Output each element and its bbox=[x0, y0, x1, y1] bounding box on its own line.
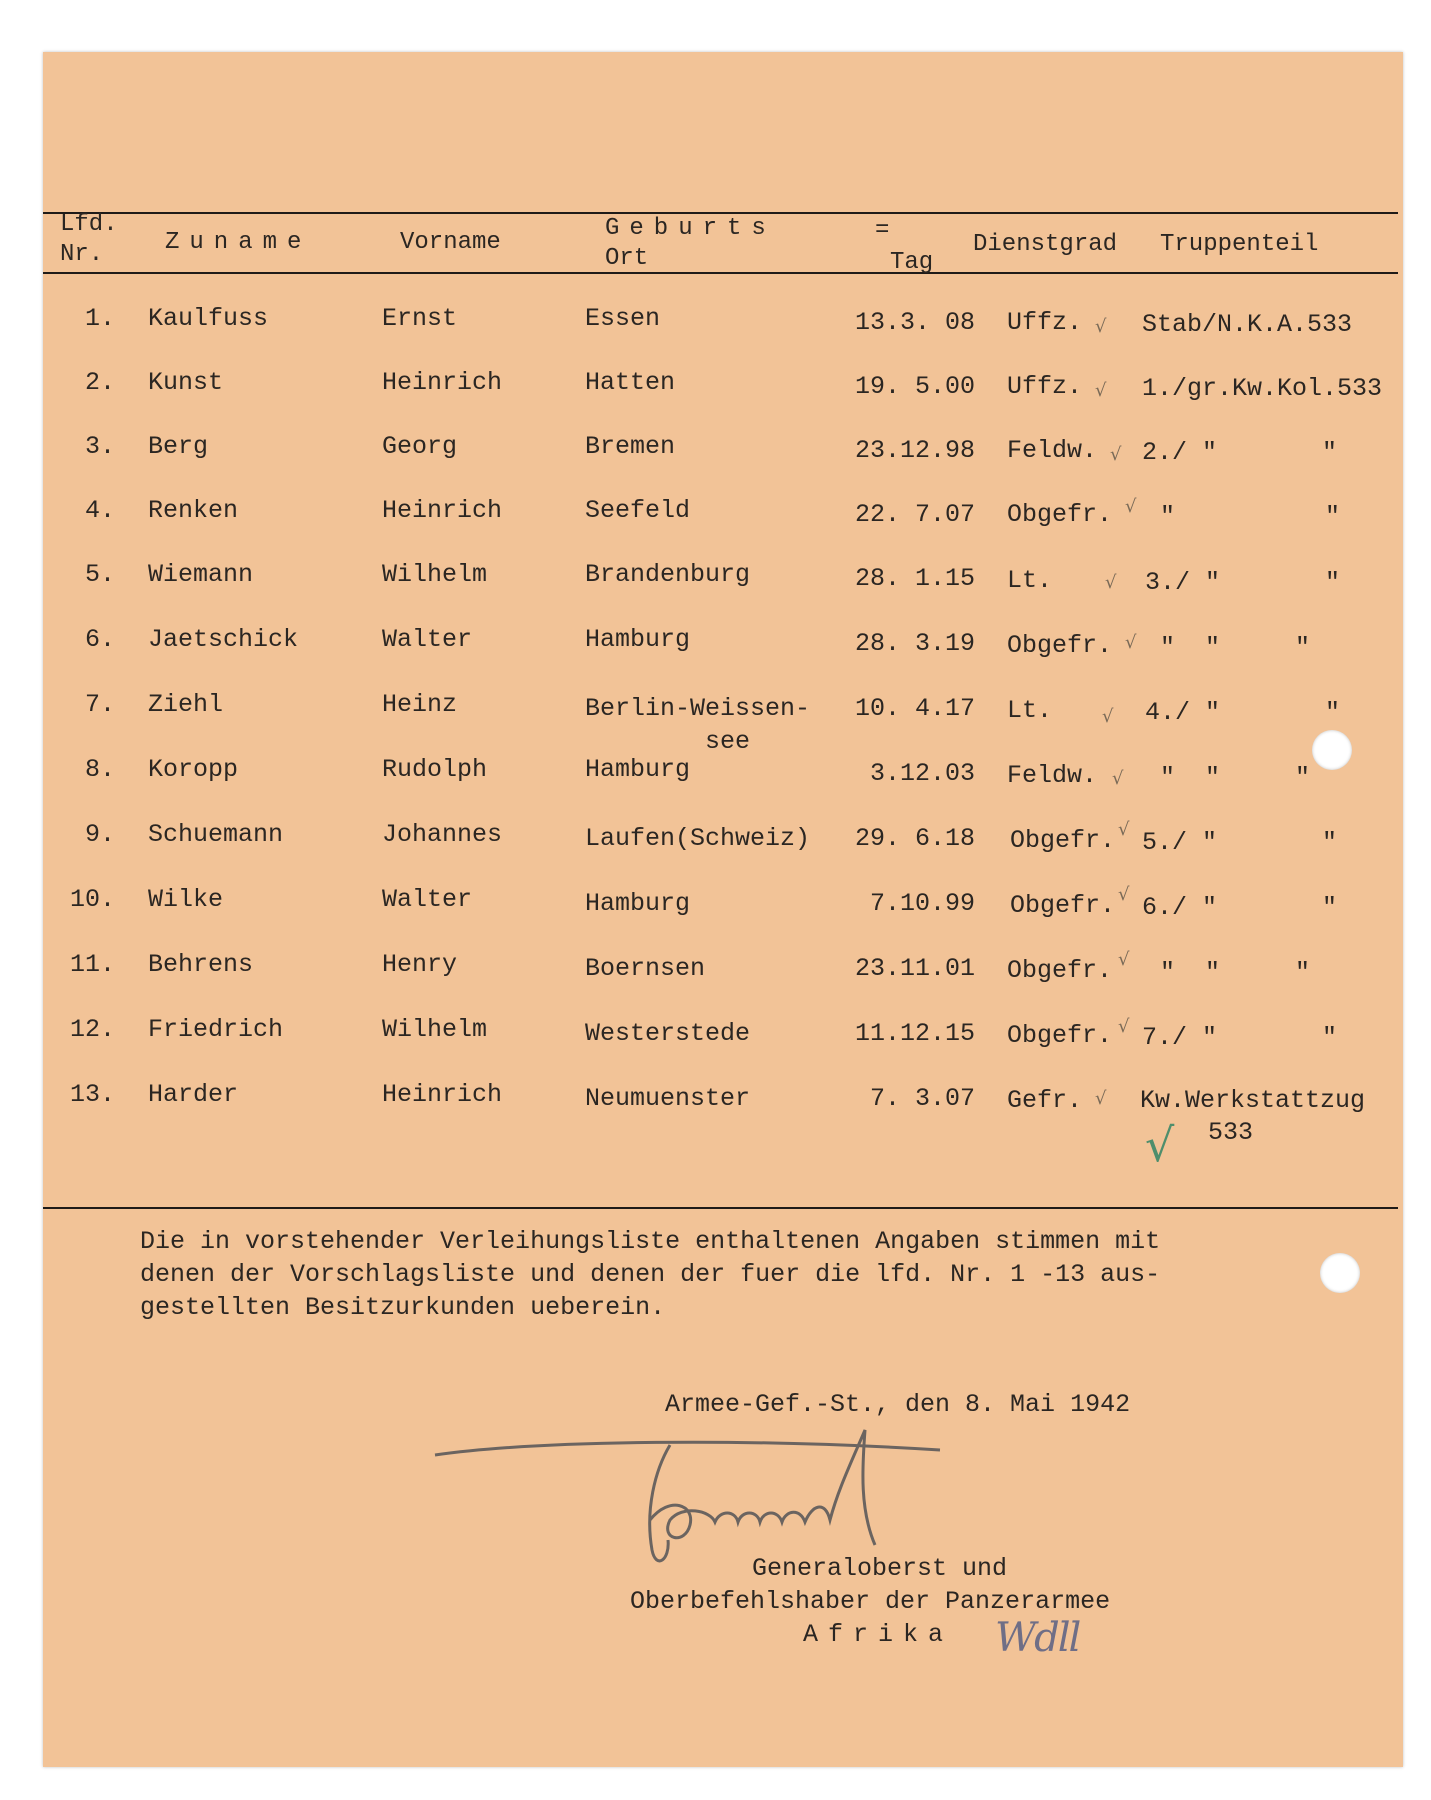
row-ort: Hatten bbox=[585, 368, 676, 397]
row-nr: 9. bbox=[84, 820, 115, 849]
signer-title-line3: Afrika bbox=[803, 1620, 954, 1649]
row-tag: 13.3. 08 bbox=[854, 308, 975, 337]
row-truppenteil: " " " bbox=[1160, 763, 1311, 792]
row-nr: 5. bbox=[84, 560, 115, 589]
row-tag: 11.12.15 bbox=[854, 1019, 975, 1048]
header-geburts: Geburts bbox=[605, 215, 776, 242]
row-dienstgrad: Obgefr. bbox=[1007, 631, 1113, 660]
check-mark-icon: √ bbox=[1102, 706, 1114, 727]
row-dienstgrad: Obgefr. bbox=[1007, 956, 1113, 985]
footer-rule bbox=[43, 1207, 1398, 1209]
row-dienstgrad: Lt. bbox=[1007, 566, 1053, 595]
row-truppenteil: 6./ " " bbox=[1142, 893, 1338, 922]
row-ort: Brandenburg bbox=[585, 560, 751, 589]
check-mark-icon: √ bbox=[1118, 884, 1130, 905]
row-tag: 7. 3.07 bbox=[869, 1084, 975, 1113]
header-zuname: Zuname bbox=[165, 229, 312, 256]
header-nr: Nr. bbox=[60, 241, 104, 268]
row-ort: Berlin-Weissen- bbox=[585, 694, 811, 723]
check-mark-icon: √ bbox=[1112, 768, 1124, 789]
header-ort: Ort bbox=[605, 245, 649, 272]
place-date: Armee-Gef.-St., den 8. Mai 1942 bbox=[665, 1390, 1131, 1419]
row-zuname: Berg bbox=[148, 432, 209, 461]
certification-note: Die in vorstehender Verleihungsliste enthaltenen Angaben stimmen mit denen der Vorschlagsliste und denen der fuer die lfd. Nr. 1 -13 aus- gestellten Besitzurkunden ueberein. bbox=[140, 1227, 1161, 1322]
header-equals: = bbox=[875, 217, 890, 244]
row-zuname: Friedrich bbox=[148, 1015, 284, 1044]
row-tag: 23.11.01 bbox=[854, 954, 975, 983]
row-nr: 11. bbox=[69, 950, 115, 979]
row-nr: 6. bbox=[84, 625, 115, 654]
row-vorname: Ernst bbox=[382, 304, 458, 333]
row-dienstgrad: Uffz. bbox=[1007, 372, 1083, 401]
check-mark-icon: √ bbox=[1118, 1016, 1130, 1037]
row-dienstgrad: Obgefr. bbox=[1007, 1021, 1113, 1050]
row-zuname: Jaetschick bbox=[148, 625, 299, 654]
row-truppenteil: Stab/N.K.A.533 bbox=[1142, 310, 1353, 339]
row-zuname: Koropp bbox=[148, 755, 239, 784]
check-mark-icon: √ bbox=[1118, 819, 1130, 840]
row-truppenteil: " " " bbox=[1160, 633, 1311, 662]
row-ort: Hamburg bbox=[585, 625, 691, 654]
header-vorname: Vorname bbox=[400, 229, 501, 256]
row-nr: 1. bbox=[84, 304, 115, 333]
check-mark-icon: √ bbox=[1125, 632, 1137, 653]
row-nr: 3. bbox=[84, 432, 115, 461]
row-ort: Hamburg bbox=[585, 755, 691, 784]
row-zuname: Kunst bbox=[148, 368, 224, 397]
row-tag: 22. 7.07 bbox=[854, 500, 975, 529]
row-vorname: Heinrich bbox=[382, 496, 503, 525]
row-dienstgrad: Uffz. bbox=[1007, 308, 1083, 337]
row-nr: 7. bbox=[84, 690, 115, 719]
row-truppenteil: 5./ " " bbox=[1142, 828, 1338, 857]
row-vorname: Heinz bbox=[382, 690, 458, 719]
punch-hole-upper bbox=[1312, 730, 1352, 770]
row-ort: Laufen(Schweiz) bbox=[585, 824, 811, 853]
row-vorname: Walter bbox=[382, 885, 473, 914]
row-dienstgrad: Obgefr. bbox=[1010, 891, 1116, 920]
row-ort: Westerstede bbox=[585, 1019, 751, 1048]
row-tag: 23.12.98 bbox=[854, 436, 975, 465]
row-tag: 28. 3.19 bbox=[854, 629, 975, 658]
row-truppenteil-continued: 533 bbox=[1208, 1118, 1254, 1147]
row-ort: Essen bbox=[585, 304, 661, 333]
row-truppenteil: " " " bbox=[1160, 958, 1311, 987]
check-mark-icon: √ bbox=[1095, 1088, 1107, 1109]
row-nr: 4. bbox=[84, 496, 115, 525]
row-zuname: Behrens bbox=[148, 950, 254, 979]
row-tag: 10. 4.17 bbox=[854, 694, 975, 723]
header-dienstgrad: Dienstgrad bbox=[973, 231, 1118, 258]
row-vorname: Wilhelm bbox=[382, 560, 488, 589]
row-zuname: Ziehl bbox=[148, 690, 224, 719]
row-zuname: Kaulfuss bbox=[148, 304, 269, 333]
header-tag: Tag bbox=[890, 249, 934, 276]
row-tag: 3.12.03 bbox=[869, 759, 975, 788]
row-dienstgrad: Feldw. bbox=[1007, 761, 1098, 790]
row-dienstgrad: Lt. bbox=[1007, 696, 1053, 725]
signer-title-line1: Generaloberst und bbox=[752, 1554, 1008, 1583]
row-dienstgrad: Obgefr. bbox=[1010, 826, 1116, 855]
signer-title-line2: Oberbefehlshaber der Panzerarmee bbox=[630, 1587, 1111, 1616]
row-zuname: Renken bbox=[148, 496, 239, 525]
green-check-mark-icon: √ bbox=[1145, 1118, 1175, 1172]
check-mark-icon: √ bbox=[1105, 572, 1117, 593]
row-dienstgrad: Feldw. bbox=[1007, 436, 1098, 465]
row-dienstgrad: Gefr. bbox=[1007, 1086, 1083, 1115]
row-dienstgrad: Obgefr. bbox=[1007, 500, 1113, 529]
row-tag: 7.10.99 bbox=[869, 889, 975, 918]
check-mark-icon: √ bbox=[1110, 444, 1122, 465]
check-mark-icon: √ bbox=[1095, 316, 1107, 337]
row-ort: Neumuenster bbox=[585, 1084, 751, 1113]
row-truppenteil: " " bbox=[1160, 502, 1341, 531]
row-vorname: Wilhelm bbox=[382, 1015, 488, 1044]
row-truppenteil: Kw.Werkstattzug bbox=[1140, 1086, 1366, 1115]
row-nr: 12. bbox=[69, 1015, 115, 1044]
row-ort: Hamburg bbox=[585, 889, 691, 918]
handwritten-initials: Wdll bbox=[995, 1615, 1080, 1661]
header-truppenteil: Truppenteil bbox=[1160, 231, 1319, 258]
row-vorname: Johannes bbox=[382, 820, 503, 849]
row-vorname: Walter bbox=[382, 625, 473, 654]
row-truppenteil: 4./ " " bbox=[1145, 698, 1341, 727]
row-truppenteil: 1./gr.Kw.Kol.533 bbox=[1142, 374, 1383, 403]
punch-hole-lower bbox=[1320, 1253, 1360, 1293]
row-vorname: Rudolph bbox=[382, 755, 488, 784]
row-ort: Seefeld bbox=[585, 496, 691, 525]
header-bottom-rule bbox=[43, 272, 1398, 274]
row-truppenteil: 7./ " " bbox=[1142, 1023, 1338, 1052]
row-truppenteil: 2./ " " bbox=[1142, 438, 1338, 467]
row-zuname: Schuemann bbox=[148, 820, 284, 849]
row-zuname: Wilke bbox=[148, 885, 224, 914]
row-vorname: Georg bbox=[382, 432, 458, 461]
row-tag: 29. 6.18 bbox=[854, 824, 975, 853]
row-tag: 19. 5.00 bbox=[854, 372, 975, 401]
row-tag: 28. 1.15 bbox=[854, 564, 975, 593]
check-mark-icon: √ bbox=[1125, 496, 1137, 517]
check-mark-icon: √ bbox=[1095, 380, 1107, 401]
header-lfd: Lfd. bbox=[60, 211, 118, 238]
row-ort: Boernsen bbox=[585, 954, 706, 983]
check-mark-icon: √ bbox=[1118, 949, 1130, 970]
row-truppenteil: 3./ " " bbox=[1145, 568, 1341, 597]
row-nr: 13. bbox=[69, 1080, 115, 1109]
row-vorname: Heinrich bbox=[382, 368, 503, 397]
row-nr: 2. bbox=[84, 368, 115, 397]
row-zuname: Wiemann bbox=[148, 560, 254, 589]
row-vorname: Henry bbox=[382, 950, 458, 979]
row-nr: 8. bbox=[84, 755, 115, 784]
row-ort-continued: see bbox=[705, 727, 751, 756]
row-zuname: Harder bbox=[148, 1080, 239, 1109]
row-ort: Bremen bbox=[585, 432, 676, 461]
row-vorname: Heinrich bbox=[382, 1080, 503, 1109]
row-nr: 10. bbox=[69, 885, 115, 914]
